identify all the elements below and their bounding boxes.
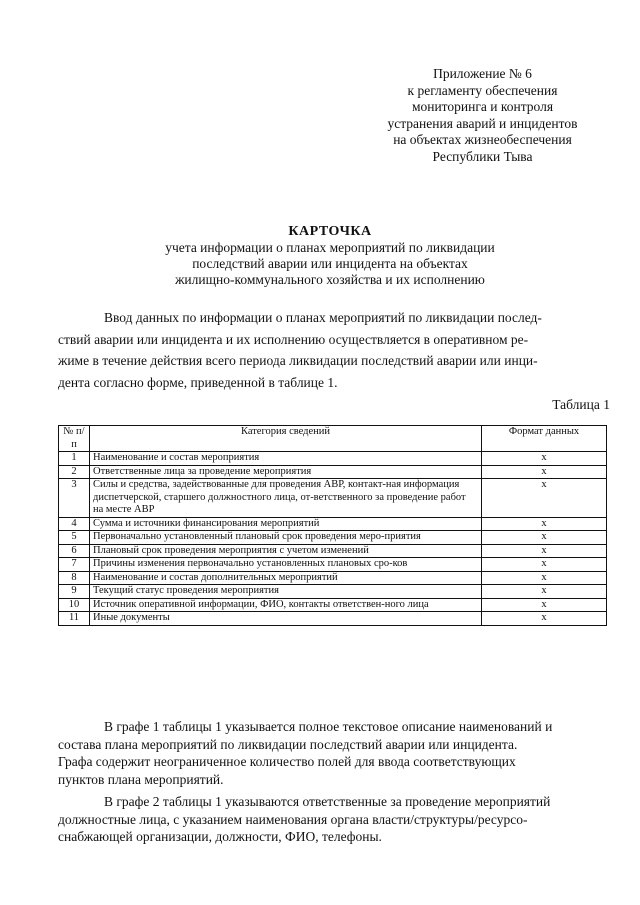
- appendix-line: устранения аварий и инцидентов: [387, 115, 578, 131]
- appendix-line: Республики Тыва: [432, 148, 533, 164]
- row-number: 6: [59, 544, 90, 558]
- table-row: [59, 585, 607, 599]
- row-number: 2: [59, 465, 90, 479]
- closing-line: состава плана мероприятий по ликвидации последствий аварии или инцидента.: [58, 736, 518, 752]
- header-format: Формат данных: [482, 426, 607, 452]
- title-line: учета информации о планах мероприятий по ликвидации: [165, 240, 495, 255]
- row-number: 4: [59, 517, 90, 531]
- row-category: Причины изменения первоначально установленных плановых сро-ков: [90, 558, 482, 572]
- row-format: x: [482, 612, 607, 626]
- table-row: [59, 452, 607, 466]
- title-heading: КАРТОЧКА: [288, 224, 372, 239]
- table-caption: Таблица 1: [552, 397, 610, 412]
- appendix-block: [350, 66, 615, 165]
- table-row: [59, 571, 607, 585]
- row-number: 1: [59, 452, 90, 466]
- closing-line: В графе 2 таблицы 1 указываются ответственные за проведение мероприятий: [104, 794, 551, 809]
- row-format: x: [482, 479, 607, 518]
- table-row: [59, 465, 607, 479]
- appendix-line: к регламенту обеспечения: [407, 82, 558, 98]
- row-category: Плановый срок проведения мероприятия с учетом изменений: [90, 544, 482, 558]
- row-category: Сумма и источники финансирования мероприятий: [90, 517, 482, 531]
- row-number: 9: [59, 585, 90, 599]
- row-number: 7: [59, 558, 90, 572]
- row-format: x: [482, 585, 607, 599]
- closing-line: снабжающей организации, должности, ФИО, телефоны.: [58, 829, 382, 844]
- row-category: Первоначально установленный плановый срок проведения меро-приятия: [90, 531, 482, 545]
- row-number: 3: [59, 479, 90, 518]
- header-category: Категория сведений: [90, 426, 482, 452]
- intro-line: Ввод данных по информации о планах мероприятий по ликвидации послед-: [104, 310, 542, 325]
- row-number: 11: [59, 612, 90, 626]
- row-number: 5: [59, 531, 90, 545]
- row-format: x: [482, 571, 607, 585]
- table-row: [59, 558, 607, 572]
- row-number: 8: [59, 571, 90, 585]
- document-title: [60, 224, 600, 288]
- row-category: Источник оперативной информации, ФИО, контакты ответствен-ного лица: [90, 598, 482, 612]
- row-format: x: [482, 452, 607, 466]
- row-format: x: [482, 517, 607, 531]
- header-number: № п/п: [59, 426, 90, 452]
- row-number: 10: [59, 598, 90, 612]
- appendix-line: на объектах жизнеобеспечения: [393, 132, 572, 147]
- table-row: [59, 479, 607, 518]
- closing-line: В графе 1 таблицы 1 указывается полное текстовое описание наименований и: [104, 719, 553, 734]
- row-format: x: [482, 465, 607, 479]
- row-category: Ответственные лица за проведение мероприятия: [90, 465, 482, 479]
- title-line: жилищно-коммунального хозяйства и их исполнению: [175, 272, 485, 287]
- intro-line: ствий аварии или инцидента и их исполнению осуществляется в оперативном ре-: [58, 331, 529, 347]
- intro-line: дента согласно форме, приведенной в таблице 1.: [58, 374, 338, 390]
- table-header-row: [59, 426, 607, 452]
- closing-paragraphs: [58, 718, 603, 846]
- appendix-line: мониторинга и контроля: [411, 99, 554, 114]
- row-category: Наименование и состав дополнительных мероприятий: [90, 571, 482, 585]
- table-row: [59, 531, 607, 545]
- table-row: [59, 612, 607, 626]
- intro-paragraph: [58, 307, 603, 393]
- appendix-line: Приложение № 6: [433, 66, 532, 81]
- row-category: Наименование и состав мероприятия: [90, 452, 482, 466]
- closing-line: пунктов плана мероприятий.: [58, 771, 224, 787]
- table-row: [59, 517, 607, 531]
- row-format: x: [482, 598, 607, 612]
- table-row: [59, 544, 607, 558]
- row-category: Текущий статус проведения мероприятия: [90, 585, 482, 599]
- row-format: x: [482, 531, 607, 545]
- closing-line: Графа содержит неограниченное количество полей для ввода соответствующих: [58, 754, 516, 769]
- row-category: Иные документы: [90, 612, 482, 626]
- table-row: [59, 598, 607, 612]
- row-format: x: [482, 558, 607, 572]
- title-line: последствий аварии или инцидента на объектах: [192, 256, 468, 271]
- closing-line: должностные лица, с указанием наименования органа власти/структуры/ресурсо-: [58, 811, 528, 827]
- row-category: Силы и средства, задействованные для проведения АВР, контакт-ная информация диспетчерской, старшего должностного лица, от-ветственного за проведение работ на месте АВР: [90, 479, 482, 518]
- row-format: x: [482, 544, 607, 558]
- intro-line: жиме в течение действия всего периода ликвидации последствий аварии или инци-: [58, 353, 538, 368]
- info-table: [58, 425, 607, 626]
